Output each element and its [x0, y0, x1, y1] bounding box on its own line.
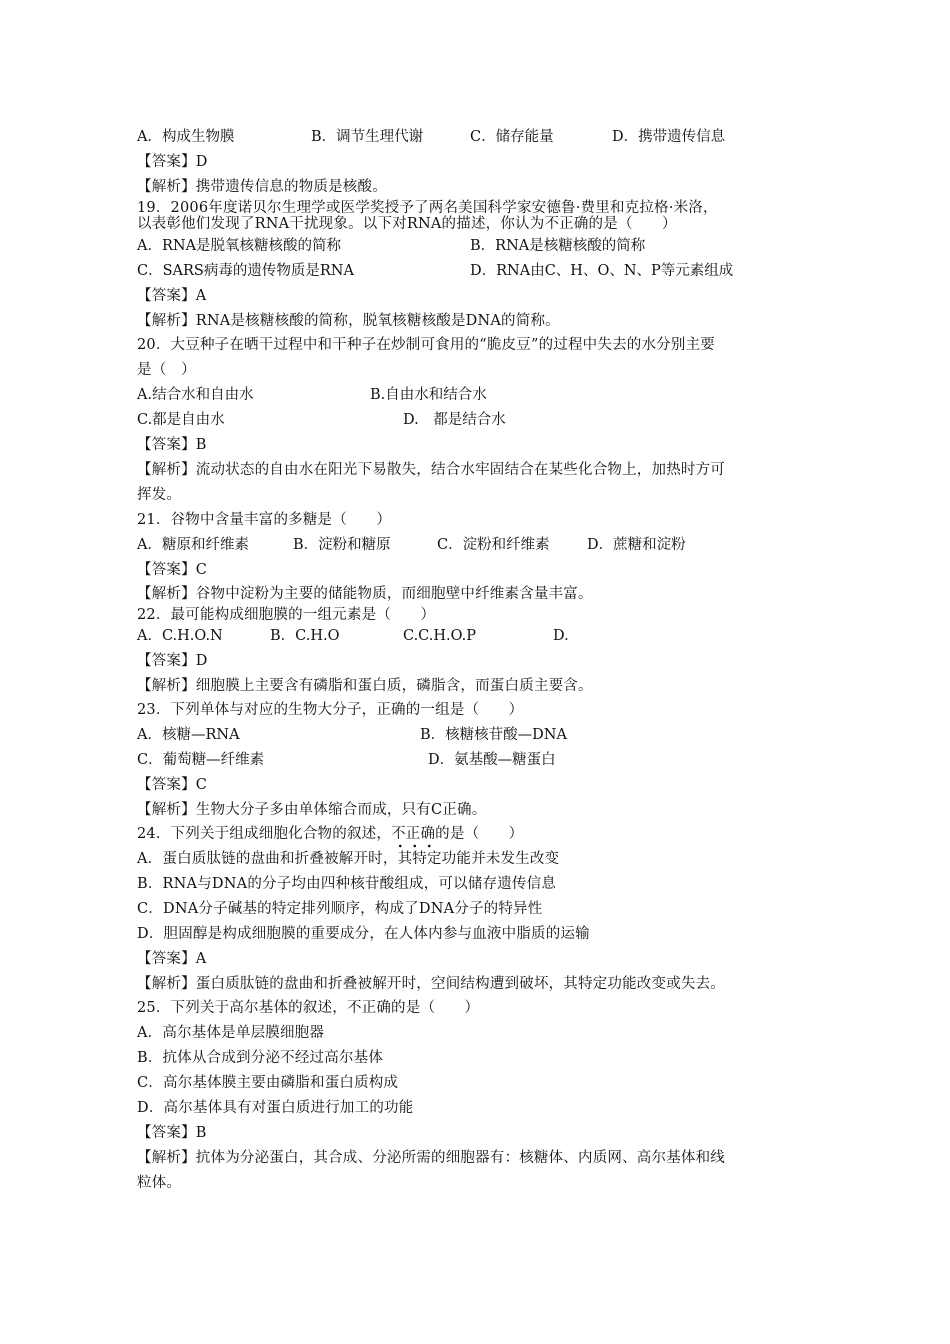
q23-options-row2 — [137, 751, 827, 769]
q20-options-row2 — [137, 411, 827, 429]
q24-stem-emphasis — [391, 826, 435, 842]
q21-option-c: C．淀粉和纤维素 — [437, 537, 550, 553]
q22-analysis: 【解析】细胞膜上主要含有磷脂和蛋白质，磷脂含，而蛋白质主要含。 — [137, 678, 593, 694]
q22-option-c: C.C.H.O.P — [403, 628, 477, 644]
q22-options — [137, 627, 827, 645]
q20-analysis-line1: 【解析】流动状态的自由水在阳光下易散失，结合水牢固结合在某些化合物上，加热时方可 — [137, 462, 725, 478]
q21-option-a: A．糖原和纤维素 — [137, 537, 249, 553]
q19-option-b: B．RNA是核糖核酸的简称 — [470, 238, 646, 254]
q24-option-b: B．RNA与DNA的分子均由四种核苷酸组成，可以储存遗传信息 — [137, 876, 557, 892]
q21-answer: 【答案】C — [137, 562, 208, 578]
q24-option-d: D．胆固醇是构成细胞膜的重要成分，在人体内参与血液中脂质的运输 — [137, 926, 590, 942]
q23-option-c: C．葡萄糖—纤维素 — [137, 752, 265, 768]
q22-option-d: D. — [553, 628, 569, 644]
q25-stem: 25．下列关于高尔基体的叙述，不正确的是（ ） — [137, 1000, 480, 1016]
q25-analysis-line2: 粒体。 — [137, 1175, 182, 1191]
q25-option-c: C．高尔基体膜主要由磷脂和蛋白质构成 — [137, 1075, 399, 1091]
q18-option-a: A．构成生物膜 — [137, 129, 235, 145]
q21-options — [137, 536, 827, 554]
q18-options — [137, 128, 827, 146]
q20-option-a: A.结合水和自由水 — [137, 387, 254, 403]
q23-option-a: A．核糖—RNA — [137, 727, 240, 743]
q24-answer: 【答案】A — [137, 951, 207, 967]
q25-option-d: D．高尔基体具有对蛋白质进行加工的功能 — [137, 1100, 414, 1116]
q18-option-b: B．调节生理代谢 — [311, 129, 424, 145]
q25-analysis-line1: 【解析】抗体为分泌蛋白，其合成、分泌所需的细胞器有：核糖体、内质网、高尔基体和线 — [137, 1150, 725, 1166]
q24-stem-emphasis-text: 不正确 — [391, 826, 436, 842]
q23-option-d: D．氨基酸—糖蛋白 — [428, 752, 556, 768]
q23-analysis: 【解析】生物大分子多由单体缩合而成，只有C正确。 — [137, 802, 487, 818]
q19-option-c: C．SARS病毒的遗传物质是RNA — [137, 263, 354, 279]
q22-answer: 【答案】D — [137, 653, 208, 669]
q23-option-b: B．核糖核苷酸—DNA — [420, 727, 567, 743]
q20-options-row1 — [137, 386, 827, 404]
q24-stem-prefix: 24．下列关于组成细胞化合物的叙述， — [137, 826, 392, 842]
q19-option-a: A．RNA是脱氧核糖核酸的简称 — [137, 238, 342, 254]
q24-stem — [137, 825, 523, 843]
emphasis-dots — [391, 844, 435, 848]
q21-option-d: D．蔗糖和淀粉 — [587, 537, 686, 553]
q24-option-a: A．蛋白质肽链的盘曲和折叠被解开时，其特定功能并未发生改变 — [137, 851, 560, 867]
q23-stem: 23．下列单体与对应的生物大分子，正确的一组是（ ） — [137, 702, 524, 718]
q24-analysis: 【解析】蛋白质肽链的盘曲和折叠被解开时，空间结构遭到破坏，其特定功能改变或失去。 — [137, 976, 725, 992]
q22-option-a: A．C.H.O.N — [137, 628, 223, 644]
q24-option-c: C．DNA分子碱基的特定排列顺序，构成了DNA分子的特异性 — [137, 901, 543, 917]
q25-option-b: B．抗体从合成到分泌不经过高尔基体 — [137, 1050, 384, 1066]
q24-stem-suffix: 的是（ ） — [435, 826, 524, 842]
q20-stem-line1: 20．大豆种子在晒干过程中和干种子在炒制可食用的“脆皮豆”的过程中失去的水分别主要 — [137, 337, 715, 353]
q25-option-a: A．高尔基体是单层膜细胞器 — [137, 1025, 325, 1041]
q18-answer: 【答案】D — [137, 154, 208, 170]
q20-option-d: D. 都是结合水 — [403, 412, 506, 428]
q21-analysis: 【解析】谷物中淀粉为主要的储能物质，而细胞壁中纤维素含量丰富。 — [137, 586, 593, 602]
q20-option-c: C.都是自由水 — [137, 412, 225, 428]
q20-stem-line2: 是（ ） — [137, 362, 196, 378]
q19-answer: 【答案】A — [137, 288, 207, 304]
q25-answer: 【答案】B — [137, 1125, 207, 1141]
q18-option-d: D．携带遗传信息 — [612, 129, 726, 145]
q22-option-b: B．C.H.O — [270, 628, 340, 644]
q18-analysis: 【解析】携带遗传信息的物质是核酸。 — [137, 179, 387, 195]
q22-stem: 22．最可能构成细胞膜的一组元素是（ ） — [137, 607, 436, 623]
q23-answer: 【答案】C — [137, 777, 208, 793]
q20-option-b: B.自由水和结合水 — [370, 387, 487, 403]
q19-stem-line2: 以表彰他们发现了RNA干扰现象。以下对RNA的描述，你认为不正确的是（ ） — [137, 216, 677, 232]
q20-analysis-line2: 挥发。 — [137, 487, 182, 503]
q21-option-b: B．淀粉和糖原 — [293, 537, 391, 553]
q19-analysis: 【解析】RNA是核糖核酸的简称，脱氧核糖核酸是DNA的简称。 — [137, 313, 560, 329]
q21-stem: 21．谷物中含量丰富的多糖是（ ） — [137, 512, 392, 528]
q18-option-c: C．储存能量 — [470, 129, 554, 145]
q19-options-row1 — [137, 237, 827, 255]
q23-options-row1 — [137, 726, 827, 744]
q19-stem-line1: 19．2006年度诺贝尔生理学或医学奖授予了两名美国科学家安德鲁·费里和克拉格·米洛， — [137, 200, 718, 216]
q19-option-d: D．RNA由C、H、O、N、P等元素组成 — [470, 263, 734, 279]
q19-options-row2 — [137, 262, 827, 280]
q20-answer: 【答案】B — [137, 437, 207, 453]
